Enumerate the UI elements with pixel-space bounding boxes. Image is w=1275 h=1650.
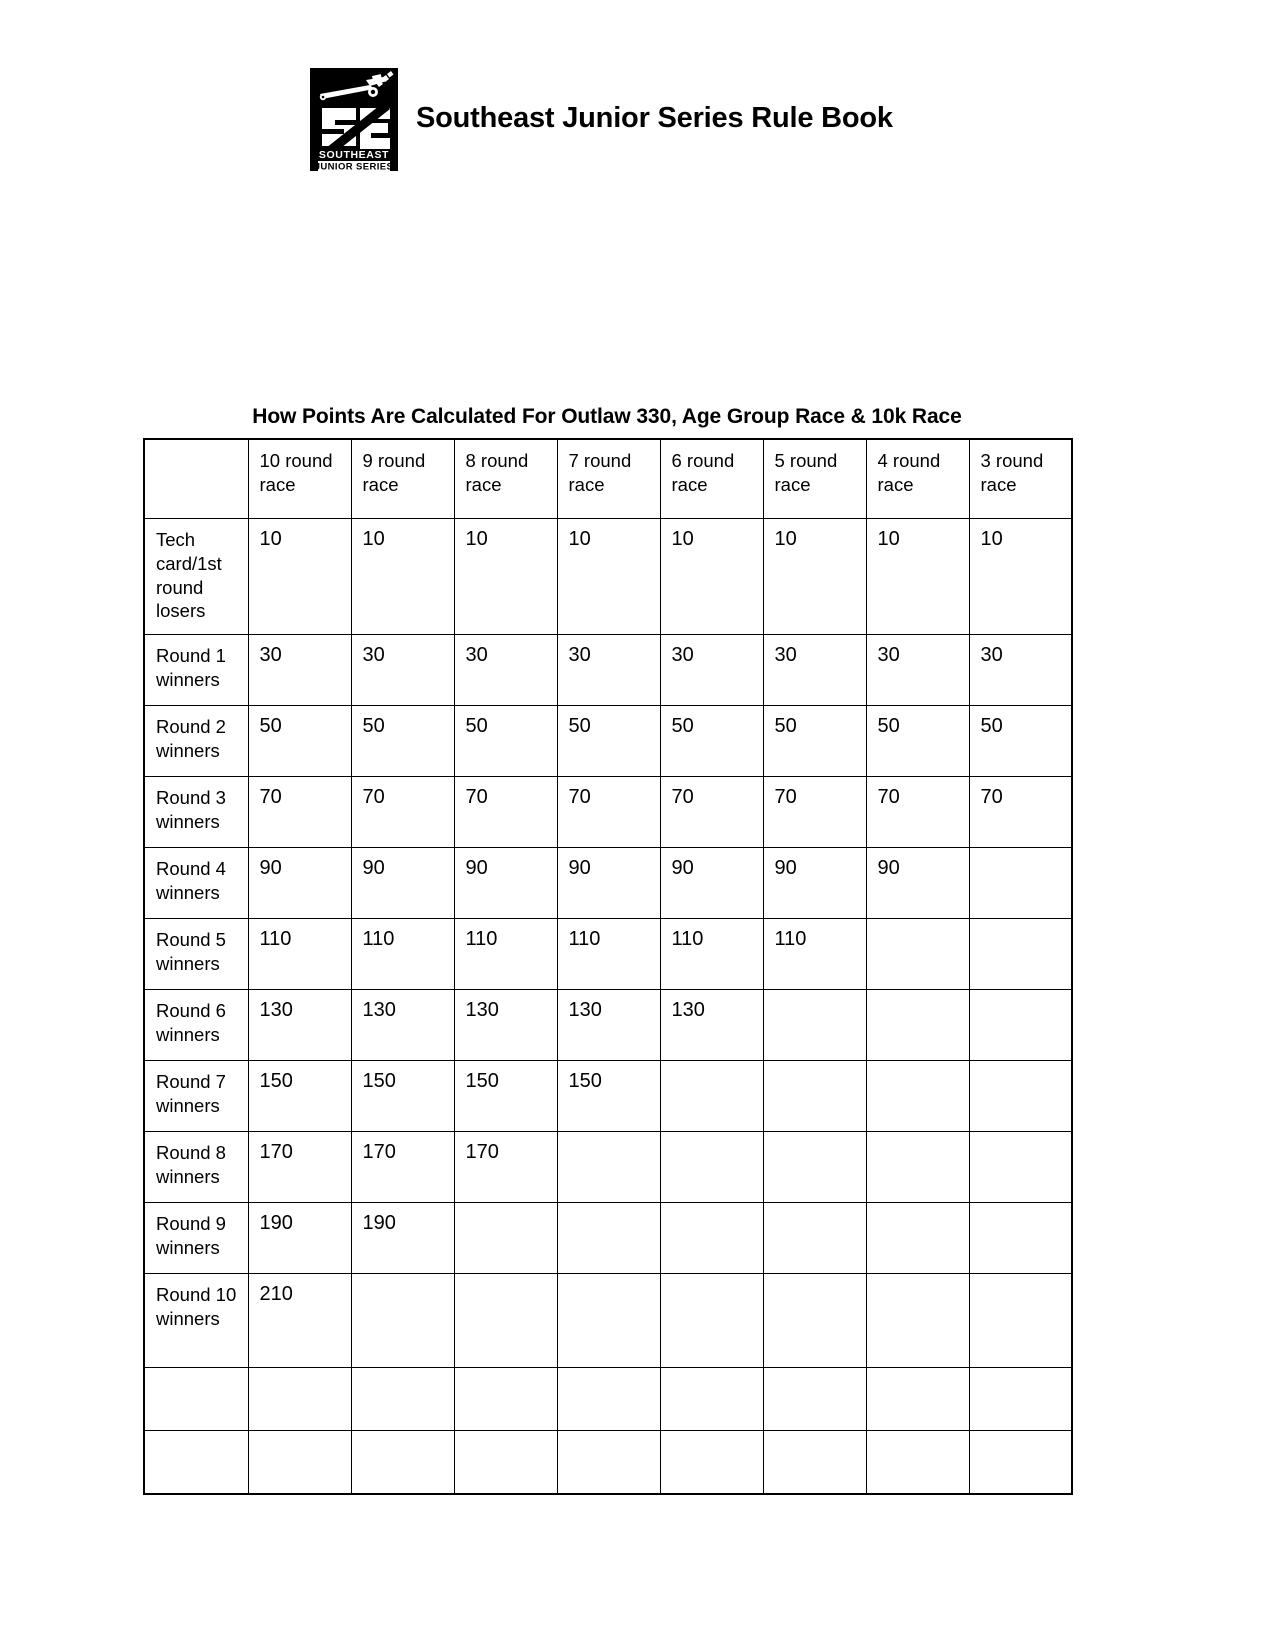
table-header-row [144, 439, 1072, 519]
cell-round-6-10-round: 130 [248, 990, 351, 1061]
cell-blank-1-5-round [763, 1368, 866, 1431]
cell-round-8-3-round [969, 1132, 1072, 1203]
document-header [310, 68, 893, 171]
cell-round-7-9-round: 150 [351, 1061, 454, 1132]
cell-round-7-8-round: 150 [454, 1061, 557, 1132]
cell-round-6-4-round [866, 990, 969, 1061]
cell-tech-card-10-round: 10 [248, 519, 351, 635]
column-header-3-round-race: 3 round race [969, 439, 1072, 519]
row-label-round-8: Round 8 winners [144, 1132, 248, 1203]
table-row [144, 777, 1072, 848]
cell-round-6-3-round [969, 990, 1072, 1061]
cell-round-9-9-round: 190 [351, 1203, 454, 1274]
cell-round-1-4-round: 30 [866, 635, 969, 706]
cell-round-7-7-round: 150 [557, 1061, 660, 1132]
cell-round-7-3-round [969, 1061, 1072, 1132]
cell-round-3-4-round: 70 [866, 777, 969, 848]
table-corner-header [144, 439, 248, 519]
cell-round-8-10-round: 170 [248, 1132, 351, 1203]
cell-round-4-9-round: 90 [351, 848, 454, 919]
cell-round-2-3-round: 50 [969, 706, 1072, 777]
cell-blank-1-10-round [248, 1368, 351, 1431]
cell-round-9-6-round [660, 1203, 763, 1274]
table-row [144, 919, 1072, 990]
cell-round-2-8-round: 50 [454, 706, 557, 777]
cell-round-10-6-round [660, 1274, 763, 1368]
row-label-round-4: Round 4 winners [144, 848, 248, 919]
row-label-blank-1 [144, 1368, 248, 1431]
cell-tech-card-5-round: 10 [763, 519, 866, 635]
cell-round-3-10-round: 70 [248, 777, 351, 848]
row-label-round-1: Round 1 winners [144, 635, 248, 706]
cell-round-2-4-round: 50 [866, 706, 969, 777]
cell-round-10-5-round [763, 1274, 866, 1368]
cell-round-8-4-round [866, 1132, 969, 1203]
cell-round-3-9-round: 70 [351, 777, 454, 848]
column-header-7-round-race: 7 round race [557, 439, 660, 519]
cell-round-3-5-round: 70 [763, 777, 866, 848]
cell-round-10-7-round [557, 1274, 660, 1368]
cell-round-2-6-round: 50 [660, 706, 763, 777]
row-label-round-9: Round 9 winners [144, 1203, 248, 1274]
column-header-10-round-race: 10 round race [248, 439, 351, 519]
cell-round-3-8-round: 70 [454, 777, 557, 848]
cell-round-7-4-round [866, 1061, 969, 1132]
cell-round-4-7-round: 90 [557, 848, 660, 919]
svg-text:SOUTHEAST: SOUTHEAST [318, 149, 390, 161]
cell-round-2-10-round: 50 [248, 706, 351, 777]
cell-blank-1-4-round [866, 1368, 969, 1431]
cell-round-5-7-round: 110 [557, 919, 660, 990]
cell-round-4-6-round: 90 [660, 848, 763, 919]
cell-round-1-5-round: 30 [763, 635, 866, 706]
cell-blank-2-7-round [557, 1431, 660, 1495]
cell-tech-card-4-round: 10 [866, 519, 969, 635]
cell-round-5-3-round [969, 919, 1072, 990]
cell-tech-card-9-round: 10 [351, 519, 454, 635]
cell-round-4-10-round: 90 [248, 848, 351, 919]
cell-round-10-8-round [454, 1274, 557, 1368]
cell-blank-1-6-round [660, 1368, 763, 1431]
cell-round-7-6-round [660, 1061, 763, 1132]
cell-blank-2-10-round [248, 1431, 351, 1495]
row-label-blank-2 [144, 1431, 248, 1495]
cell-round-1-8-round: 30 [454, 635, 557, 706]
cell-blank-2-8-round [454, 1431, 557, 1495]
cell-round-8-6-round [660, 1132, 763, 1203]
cell-round-5-4-round [866, 919, 969, 990]
cell-round-3-3-round: 70 [969, 777, 1072, 848]
cell-round-5-6-round: 110 [660, 919, 763, 990]
cell-round-4-5-round: 90 [763, 848, 866, 919]
cell-blank-1-7-round [557, 1368, 660, 1431]
points-calculation-table [143, 438, 1073, 1495]
cell-round-6-6-round: 130 [660, 990, 763, 1061]
cell-round-1-3-round: 30 [969, 635, 1072, 706]
cell-round-9-8-round [454, 1203, 557, 1274]
cell-round-8-5-round [763, 1132, 866, 1203]
table-row [144, 1132, 1072, 1203]
column-header-9-round-race: 9 round race [351, 439, 454, 519]
cell-round-6-8-round: 130 [454, 990, 557, 1061]
table-row [144, 1061, 1072, 1132]
cell-round-1-9-round: 30 [351, 635, 454, 706]
cell-round-9-4-round [866, 1203, 969, 1274]
cell-round-9-5-round [763, 1203, 866, 1274]
cell-blank-2-9-round [351, 1431, 454, 1495]
cell-tech-card-8-round: 10 [454, 519, 557, 635]
points-table-block [143, 404, 1071, 1495]
row-label-round-3: Round 3 winners [144, 777, 248, 848]
cell-round-5-9-round: 110 [351, 919, 454, 990]
cell-round-7-10-round: 150 [248, 1061, 351, 1132]
table-row [144, 706, 1072, 777]
cell-blank-2-6-round [660, 1431, 763, 1495]
cell-round-4-4-round: 90 [866, 848, 969, 919]
row-label-round-6: Round 6 winners [144, 990, 248, 1061]
cell-tech-card-7-round: 10 [557, 519, 660, 635]
cell-round-6-7-round: 130 [557, 990, 660, 1061]
cell-round-3-6-round: 70 [660, 777, 763, 848]
cell-round-10-3-round [969, 1274, 1072, 1368]
cell-blank-2-5-round [763, 1431, 866, 1495]
page-title: Southeast Junior Series Rule Book [416, 102, 893, 134]
cell-round-5-5-round: 110 [763, 919, 866, 990]
cell-round-8-8-round: 170 [454, 1132, 557, 1203]
cell-round-3-7-round: 70 [557, 777, 660, 848]
table-row [144, 1368, 1072, 1431]
table-row [144, 635, 1072, 706]
cell-round-9-10-round: 190 [248, 1203, 351, 1274]
cell-round-1-7-round: 30 [557, 635, 660, 706]
cell-round-1-6-round: 30 [660, 635, 763, 706]
cell-round-10-10-round: 210 [248, 1274, 351, 1368]
table-row [144, 1431, 1072, 1495]
column-header-6-round-race: 6 round race [660, 439, 763, 519]
column-header-8-round-race: 8 round race [454, 439, 557, 519]
cell-blank-1-8-round [454, 1368, 557, 1431]
southeast-junior-series-logo-icon [310, 68, 398, 171]
table-row [144, 848, 1072, 919]
table-row [144, 1274, 1072, 1368]
cell-round-1-10-round: 30 [248, 635, 351, 706]
row-label-round-5: Round 5 winners [144, 919, 248, 990]
table-row [144, 990, 1072, 1061]
cell-round-2-9-round: 50 [351, 706, 454, 777]
cell-round-2-5-round: 50 [763, 706, 866, 777]
cell-round-4-8-round: 90 [454, 848, 557, 919]
cell-round-6-5-round [763, 990, 866, 1061]
svg-text:JUNIOR SERIES: JUNIOR SERIES [314, 161, 394, 171]
cell-round-4-3-round [969, 848, 1072, 919]
cell-round-9-7-round [557, 1203, 660, 1274]
cell-blank-1-3-round [969, 1368, 1072, 1431]
cell-round-7-5-round [763, 1061, 866, 1132]
row-label-round-10: Round 10 winners [144, 1274, 248, 1368]
cell-blank-2-4-round [866, 1431, 969, 1495]
cell-round-8-7-round [557, 1132, 660, 1203]
cell-round-8-9-round: 170 [351, 1132, 454, 1203]
cell-round-5-8-round: 110 [454, 919, 557, 990]
cell-round-10-9-round [351, 1274, 454, 1368]
column-header-4-round-race: 4 round race [866, 439, 969, 519]
cell-round-9-3-round [969, 1203, 1072, 1274]
row-label-tech-card: Tech card/1st round losers [144, 519, 248, 635]
cell-tech-card-6-round: 10 [660, 519, 763, 635]
cell-round-2-7-round: 50 [557, 706, 660, 777]
table-row [144, 1203, 1072, 1274]
cell-blank-2-3-round [969, 1431, 1072, 1495]
row-label-round-2: Round 2 winners [144, 706, 248, 777]
table-caption: How Points Are Calculated For Outlaw 330, Age Group Race & 10k Race [252, 405, 962, 428]
table-row [144, 519, 1072, 635]
row-label-round-7: Round 7 winners [144, 1061, 248, 1132]
cell-round-5-10-round: 110 [248, 919, 351, 990]
cell-round-10-4-round [866, 1274, 969, 1368]
cell-tech-card-3-round: 10 [969, 519, 1072, 635]
cell-blank-1-9-round [351, 1368, 454, 1431]
cell-round-6-9-round: 130 [351, 990, 454, 1061]
column-header-5-round-race: 5 round race [763, 439, 866, 519]
